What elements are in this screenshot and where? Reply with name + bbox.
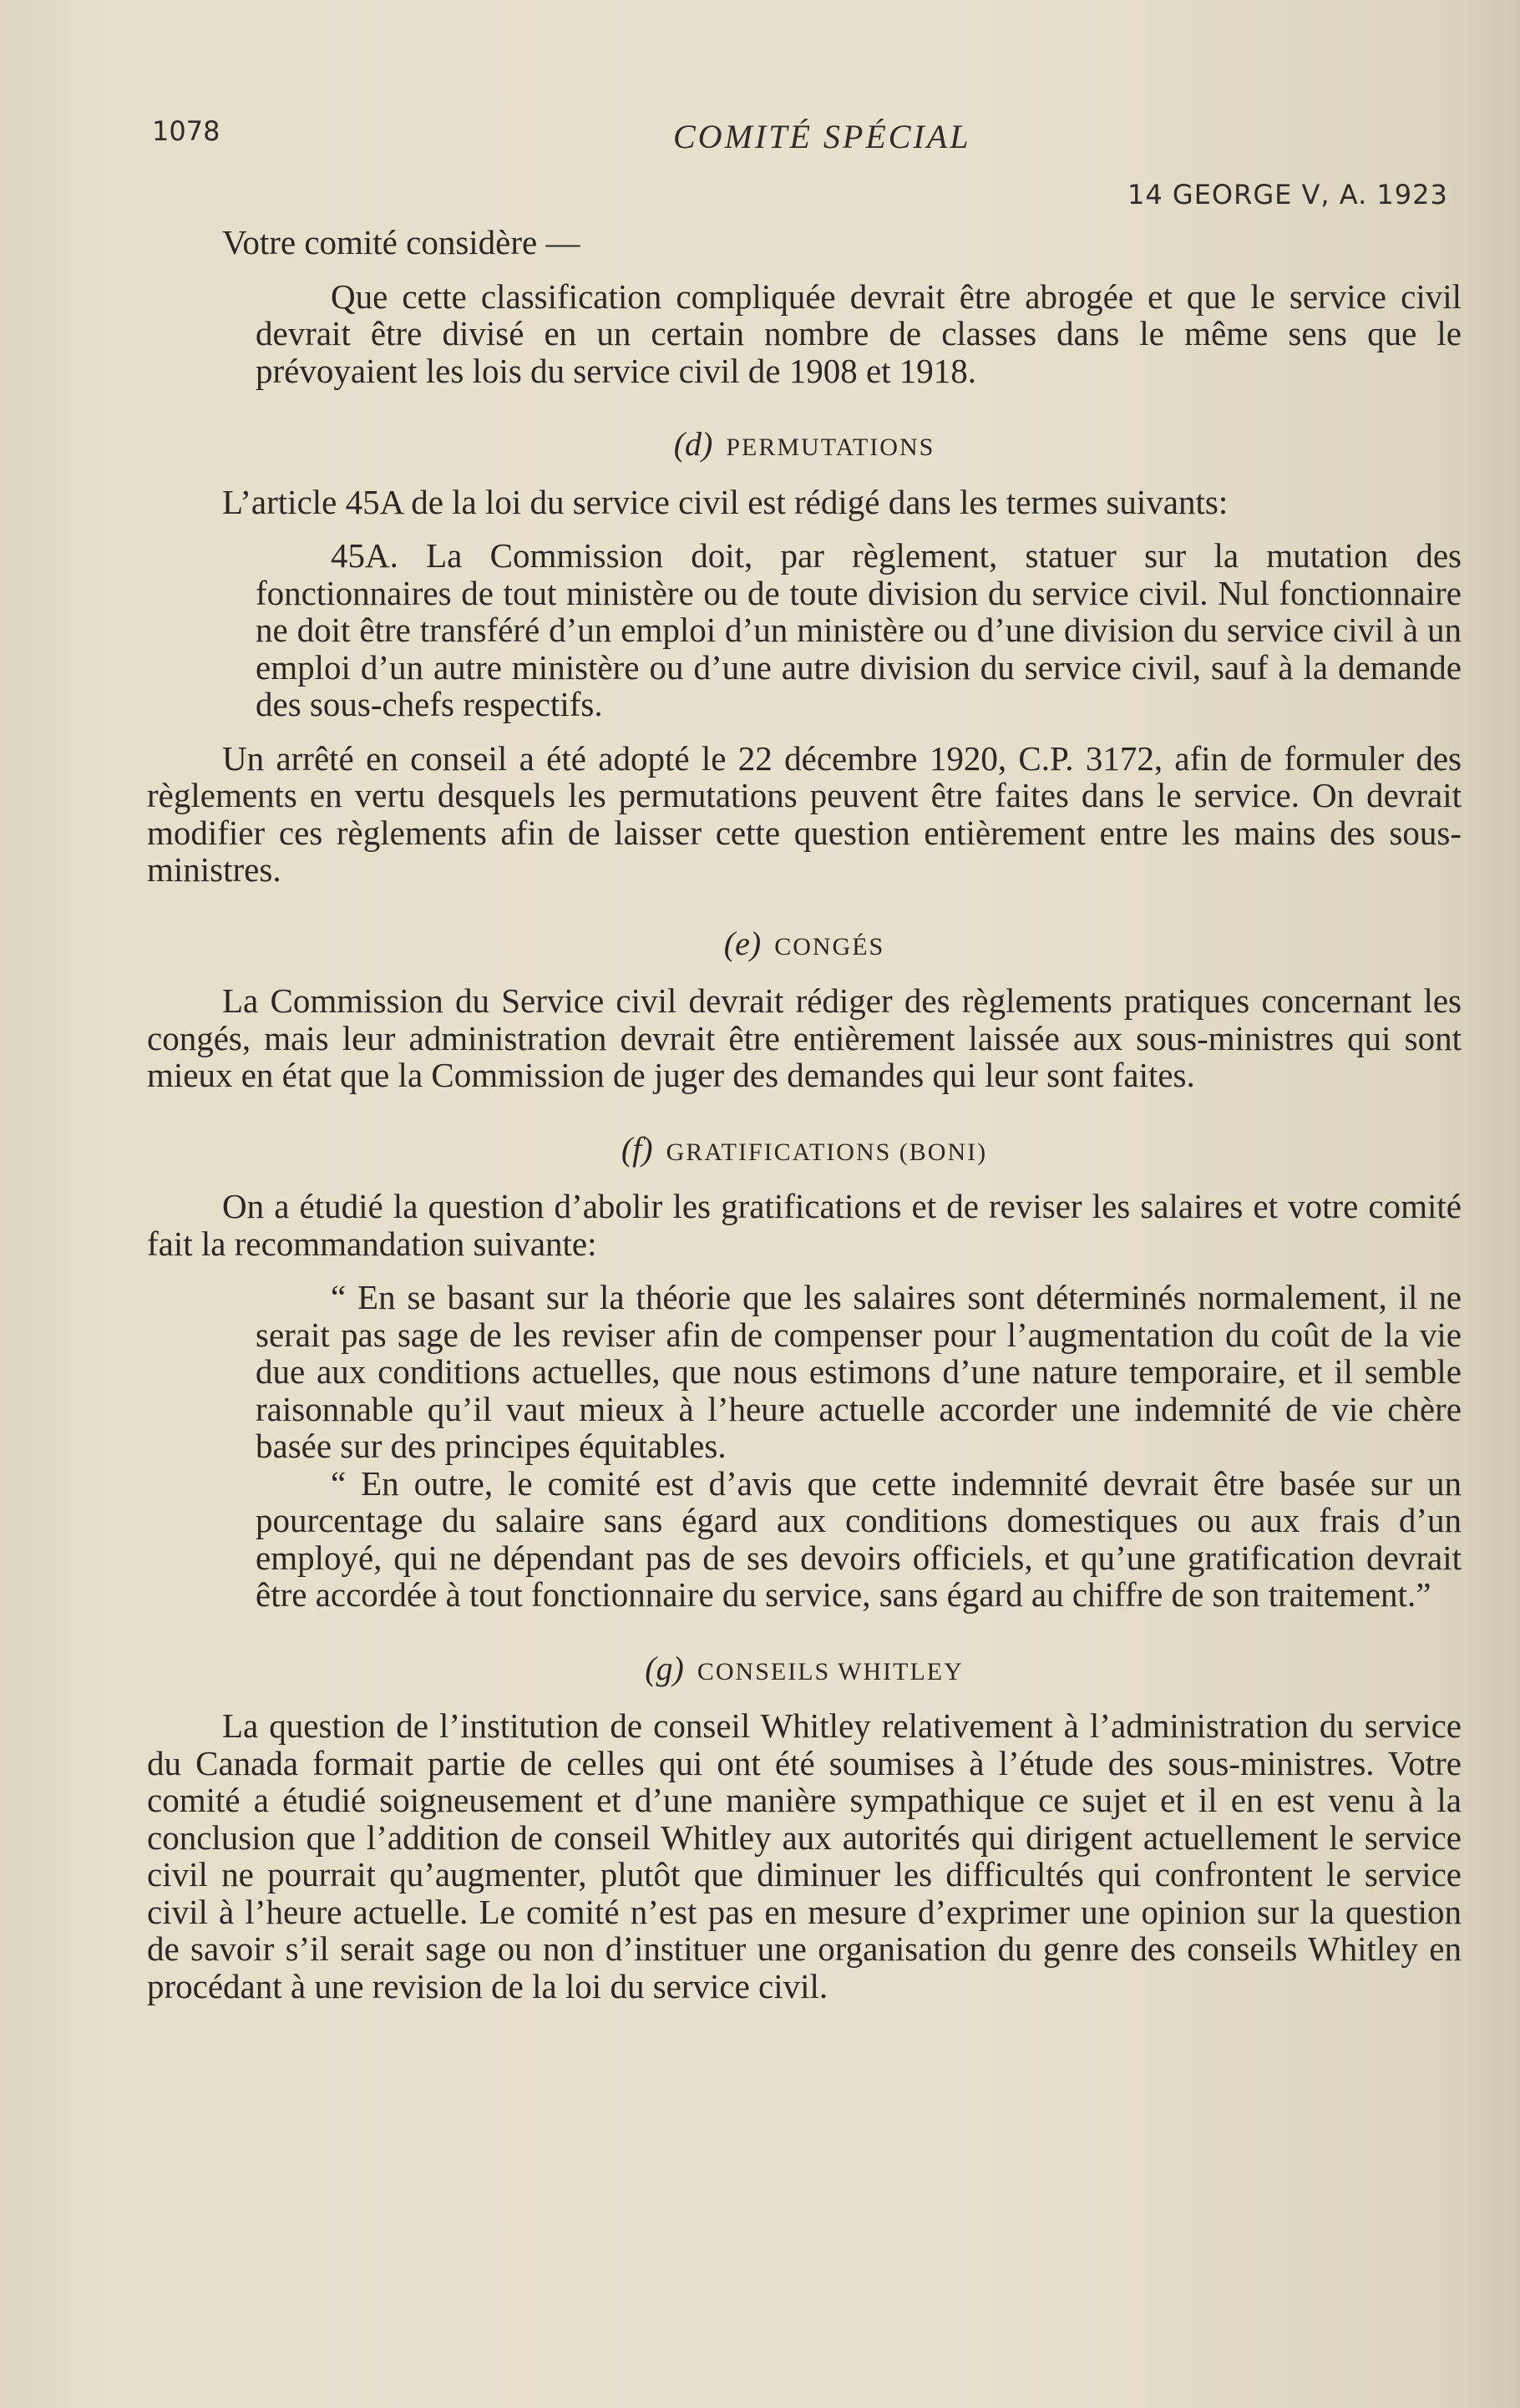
section-heading-conseils-whitley: [147, 1650, 1462, 1691]
section-letter: (g): [645, 1649, 684, 1687]
section-letter: (e): [723, 924, 762, 962]
section-letter: (f): [621, 1129, 653, 1168]
running-head: COMITÉ SPÉCIAL: [673, 118, 971, 155]
paragraph-committee-considers: Votre comité considère —: [222, 223, 580, 261]
paragraph-gratifications-intro: On a étudié la question d’abolir les gratifications et de reviser les salaires et votre comité fait la recommandation suivante:: [147, 1187, 1462, 1263]
paragraph-order-in-council: Un arrêté en conseil a été adopté le 22 décembre 1920, C.P. 3172, afin de formuler des règlements en vertu desquels les permutations peuvent être faites dans le service. On devrait modifier ces règlements afin de laisser cette question entièrement entre les mains des sous-ministres.: [147, 738, 1462, 889]
paragraph-conges: La Commission du Service civil devrait rédiger des règlements pratiques concernant les congés, mais leur administration devrait être entièrement laissée aux sous-ministres qui sont mieux en état que la Commission de juger des demandes qui leur sont faites.: [147, 981, 1462, 1094]
paragraph-article-45a-intro: L’article 45A de la loi du service civil est rédigé dans les termes suivants:: [222, 482, 1229, 521]
section-title: PERMUTATIONS: [726, 433, 935, 461]
paragraph-whitley-councils: La question de l’institution de conseil Whitley relativement à l’administration du service du Canada formait partie de celles qui ont été soumises à l’étude des sous-ministres. Votre comité a étudié soigneusement et d’une manière sympathique ce sujet et il en est venu à la conclusion que l’addition de conseil Whitley aux autorités qui dirigent actuellement le service civil ne pourrait qu’augmenter, plutôt que diminuer les difficultés qui confrontent le service civil à l’heure actuelle. Le comité n’est pas en mesure d’exprimer une opinion sur la question de savoir s’il serait sage ou non d’instituer une organisation du genre des conseils Whitley en procédant à une revision de la loi du service civil.: [147, 1706, 1462, 2005]
volume-reference: 14 GEORGE V, A. 1923: [1127, 179, 1448, 210]
quote-article-45a: 45A. La Commission doit, par règlement, statuer sur la mutation des fonctionnaires de tout ministère ou de toute division du service civil. Nul fonctionnaire ne doit être transféré d’un emploi d’un ministère ou d’une division du service civil à un emploi d’un autre ministère ou d’une autre division du service civil, sauf à la demande des sous-chefs respectifs.: [256, 536, 1462, 723]
section-heading-permutations: [147, 426, 1462, 467]
quote-salaries: “ En se basant sur la théorie que les salaires sont déterminés normalement, il ne serait pas sage de les reviser afin de compenser pour l’augmentation du coût de la vie due aux conditions actuelles, que nous estimons d’une nature temporaire, et il semble raisonnable qu’il vaut mieux à l’heure actuelle accorder une indemnité de vie chère basée sur des principes équitables.: [256, 1278, 1462, 1465]
section-title: CONGÉS: [774, 932, 885, 961]
quote-indemnity: “ En outre, le comité est d’avis que cette indemnité devrait être basée sur un pourcentage du salaire sans égard aux conditions domestiques ou aux frais d’un employé, qui ne dépendant pas de ses devoirs officiels, et qu’une gratification devrait être accordée à tout fonctionnaire du service, sans égard au chiffre de son traitement.”: [256, 1463, 1462, 1614]
document-body: [147, 224, 1462, 2005]
section-title: CONSEILS WHITLEY: [697, 1657, 964, 1686]
page-number: 1078: [152, 115, 220, 147]
section-title: GRATIFICATIONS (BONI): [666, 1138, 988, 1166]
section-heading-conges: [147, 925, 1462, 966]
section-letter: (d): [673, 425, 713, 463]
section-heading-gratifications: [147, 1131, 1462, 1172]
paragraph-classification-recommendation: Que cette classification compliquée devrait être abrogée et que le service civil devrait être divisé en un certain nombre de classes dans le même sens que le prévoyaient les lois du service civil de 1908 et 1918.: [256, 276, 1462, 390]
